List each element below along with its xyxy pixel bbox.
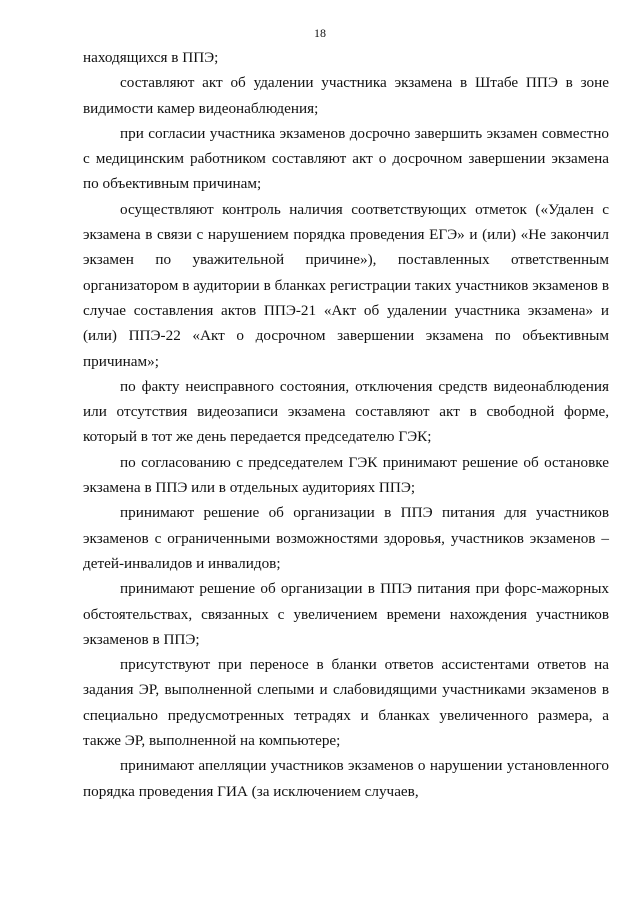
paragraph: принимают апелляции участников экзаменов о нарушении установленного порядка проведения ГИА (за исключением случаев, <box>83 757 609 800</box>
paragraph: осуществляют контроль наличия соответствующих отметок («Удален с экзамена в связи с нарушением порядка проведения ЕГЭ» и (или) «Не закончил экзамен по уважительной причине»), поставленных ответственным организатором в аудитории в бланках регистрации таких участников экзаменов в случае составления актов ППЭ-21 «Акт об удалении участника экзамена» и (или) ППЭ-22 «Акт о досрочном завершении экзамена по объективным причинам»; <box>83 200 609 370</box>
paragraph: принимают решение об организации в ППЭ питания при форс-мажорных обстоятельствах, связанных с увеличением времени нахождения участников экзаменов в ППЭ; <box>83 580 609 648</box>
page-number: 18 <box>314 26 326 40</box>
paragraph: по факту неисправного состояния, отключения средств видеонаблюдения или отсутствия видеозаписи экзамена составляют акт в свободной форме, который в тот же день передается председателю ГЭК; <box>83 377 609 446</box>
paragraph: находящихся в ППЭ; <box>83 49 219 66</box>
paragraph: присутствуют при переносе в бланки ответов ассистентами ответов на задания ЭР, выполненной слепыми и слабовидящими участниками экзаменов в специально предусмотренных тетрадях и бланках увеличенного размера, а также ЭР, выполненной на компьютере; <box>83 656 609 750</box>
paragraph: принимают решение об организации в ППЭ питания для участников экзаменов с ограниченными возможностями здоровья, участников экзаменов – детей-инвалидов и инвалидов; <box>83 504 609 572</box>
document-body <box>83 45 609 804</box>
paragraph: составляют акт об удалении участника экзамена в Штабе ППЭ в зоне видимости камер видеонаблюдения; <box>83 74 609 117</box>
paragraph: при согласии участника экзаменов досрочно завершить экзамен совместно с медицинским работником составляют акт о досрочном завершении экзамена по объективным причинам; <box>83 124 609 193</box>
paragraph: по согласованию с председателем ГЭК принимают решение об остановке экзамена в ППЭ или в отдельных аудиториях ППЭ; <box>83 453 609 497</box>
